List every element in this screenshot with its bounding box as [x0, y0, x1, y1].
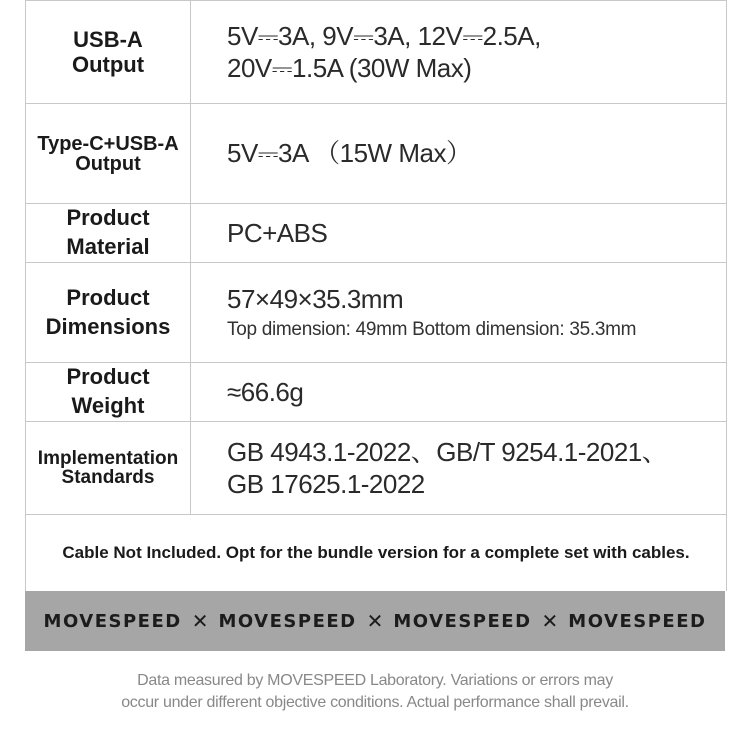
brand-logo: MOVESPEED [393, 610, 532, 632]
spec-value-line: GB 4943.1-2022、GB/T 9254.1-2021、 [227, 436, 668, 467]
spec-value-subline: Top dimension: 49mm Bottom dimension: 35.3mm [227, 318, 637, 340]
spec-row-product-dimensions [26, 263, 726, 363]
brand-logo: MOVESPEED [568, 610, 707, 632]
spec-label [26, 104, 191, 203]
disclaimer-line: occur under different objective conditions. Actual performance shall prevail. [121, 694, 629, 711]
spec-value [191, 363, 726, 421]
disclaimer [0, 670, 750, 714]
spec-row-usb-a-output [26, 0, 726, 104]
cross-icon: ✕ [366, 609, 384, 633]
spec-label-text: Type-C+USB-A Output [37, 132, 179, 175]
brand-band [25, 591, 725, 651]
spec-value-line: 5V⎓3A （15W Max） [227, 138, 472, 169]
spec-row-typec-usba-output [26, 104, 726, 204]
spec-label-text: Implementation Standards [37, 448, 179, 488]
spec-value [191, 104, 726, 203]
spec-row-product-material [26, 204, 726, 263]
spec-value [191, 422, 726, 514]
cable-note [26, 515, 726, 591]
spec-value-line: GB 17625.1-2022 [227, 469, 425, 499]
spec-label [26, 1, 191, 103]
spec-label [26, 204, 191, 262]
cross-icon: ✕ [191, 609, 209, 633]
brand-logo: MOVESPEED [218, 610, 357, 632]
spec-value [191, 1, 726, 103]
spec-value [191, 204, 726, 262]
spec-label-text: Product Dimensions [45, 284, 171, 339]
brand-logo: MOVESPEED [43, 610, 182, 632]
spec-value-line: 57×49×35.3mm [227, 284, 404, 315]
spec-label-text: Product Material [66, 205, 150, 259]
disclaimer-line: Data measured by MOVESPEED Laboratory. Variations or errors may [137, 672, 613, 689]
spec-row-implementation-standards [26, 422, 726, 515]
cable-note-text: Cable Not Included. Opt for the bundle version for a complete set with cables. [62, 543, 690, 562]
spec-label [26, 422, 191, 514]
spec-value-line: 5V⎓3A, 9V⎓3A, 12V⎓2.5A, [227, 20, 541, 51]
spec-value [191, 263, 726, 362]
spec-value-line: 20V⎓1.5A (30W Max) [227, 53, 472, 83]
spec-label [26, 363, 191, 421]
spec-value-line: PC+ABS [227, 217, 328, 248]
spec-label-text: Product Weight [66, 364, 150, 418]
spec-value-line: ≈66.6g [227, 376, 304, 407]
spec-label-text: USB-A Output [71, 26, 145, 77]
spec-label [26, 263, 191, 362]
spec-table [25, 0, 727, 591]
cross-icon: ✕ [541, 609, 559, 633]
spec-row-product-weight [26, 363, 726, 422]
